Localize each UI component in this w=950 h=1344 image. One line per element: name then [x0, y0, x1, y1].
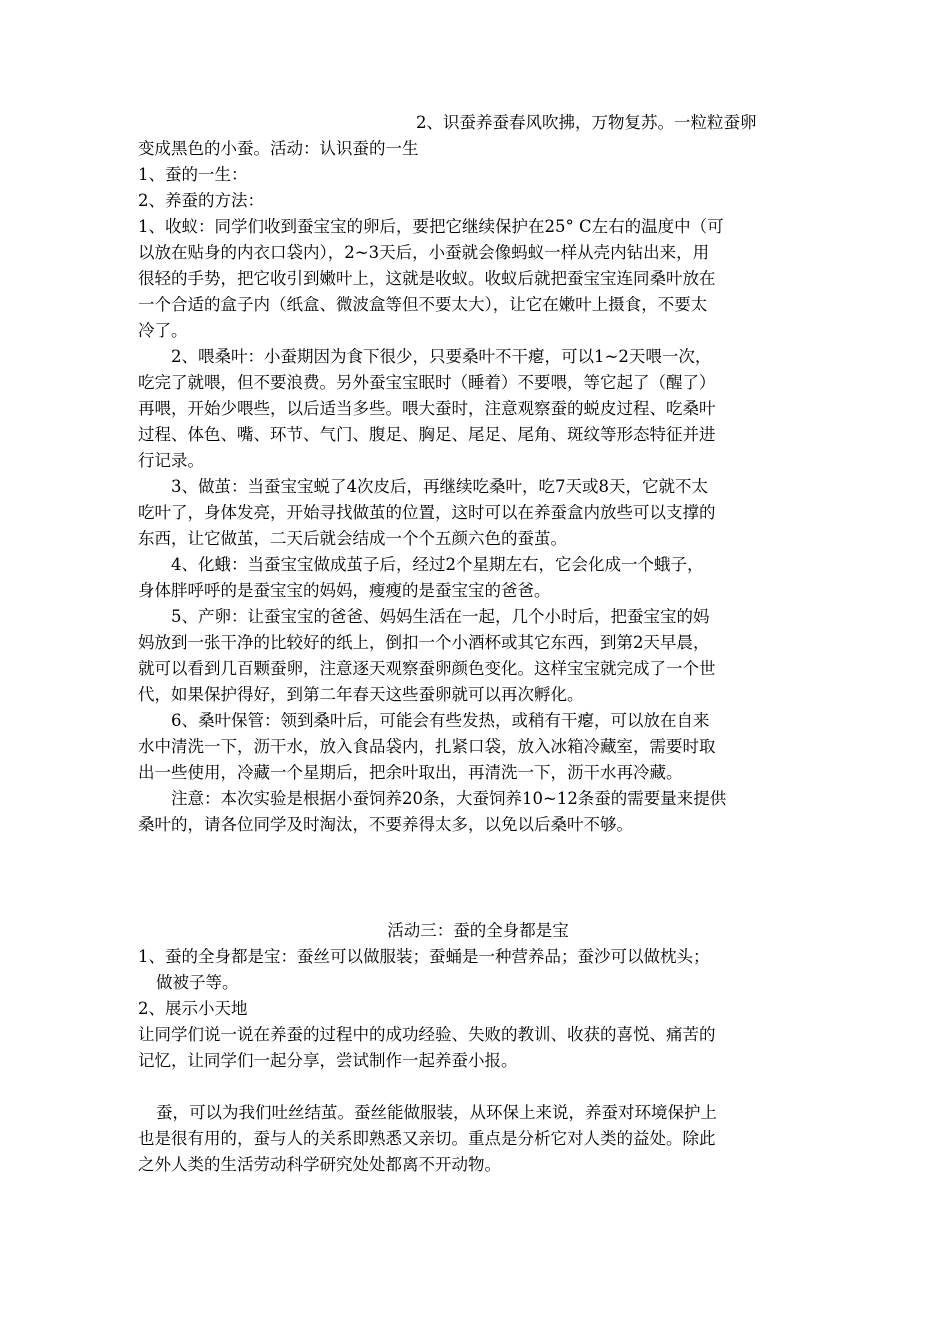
spacer — [138, 838, 818, 918]
paragraph-share-line: 记忆，让同学们一起分享，尝试制作一起养蚕小报。 — [138, 1051, 518, 1070]
paragraph-cocoon-line: 3、做茧：当蚕宝宝蜕了4次皮后，再继续吃桑叶，吃7天或8天，它就不太 — [171, 477, 708, 496]
list-item-life-cycle: 1、蚕的一生： — [138, 165, 248, 184]
paragraph-summary-line: 之外人类的生活劳动科学研究处处都离不开动物。 — [138, 1155, 501, 1174]
paragraph-feeding-line: 行记录。 — [138, 451, 204, 470]
paragraph-eggs-line: 5、产卵：让蚕宝宝的爸爸、妈妈生活在一起，几个小时后，把蚕宝宝的妈 — [171, 607, 710, 626]
paragraph-leaf-storage-line: 6、桑叶保管：领到桑叶后，可能会有些发热，或稍有干瘪，可以放在自来 — [171, 711, 710, 730]
list-item-treasure: 1、蚕的全身都是宝：蚕丝可以做服装；蚕蛹是一种营养品；蚕沙可以做枕头； — [138, 947, 710, 966]
paragraph-leaf-storage-line: 水中清洗一下，沥干水，放入食品袋内，扎紧口袋，放入冰箱冷藏室，需要时取 — [138, 737, 716, 756]
paragraph-shouyi-line: 很轻的手势，把它收引到嫩叶上，这就是收蚁。收蚁后就把蚕宝宝连同桑叶放在 — [138, 269, 716, 288]
list-item-raising-methods: 2、养蚕的方法： — [138, 191, 264, 210]
paragraph-feeding-line: 2、喂桑叶：小蚕期因为食下很少，只要桑叶不干瘪，可以1~2天喂一次， — [171, 347, 712, 366]
paragraph-leaf-storage-line: 出一些使用，冷藏一个星期后，把余叶取出，再清洗一下，沥干水再冷藏。 — [138, 763, 683, 782]
paragraph-eggs-line: 代，如果保护得好，到第二年春天这些蚕卵就可以再次孵化。 — [138, 685, 584, 704]
paragraph-cocoon-line: 东西，让它做茧，二天后就会结成一个个五颜六色的蚕茧。 — [138, 529, 567, 548]
paragraph-feeding-line: 过程、体色、嘴、环节、气门、腹足、胸足、尾足、尾角、斑纹等形态特征并进 — [138, 425, 716, 444]
paragraph-shouyi-line: 以放在贴身的内衣口袋内），2~3天后，小蚕就会像蚂蚁一样从壳内钻出来，用 — [138, 243, 710, 262]
paragraph-feeding-line: 再喂，开始少喂些，以后适当多些。喂大蚕时，注意观察蚕的蜕皮过程、吃桑叶 — [138, 399, 716, 418]
section-heading-activity-three: 活动三：蚕的全身都是宝 — [387, 921, 569, 940]
paragraph-shouyi-line: 一个合适的盒子内（纸盒、微波盒等但不要太大），让它在嫩叶上摄食，不要太 — [138, 295, 708, 314]
paragraph-summary-line: 蚕，可以为我们吐丝结茧。蚕丝能做服装，从环保上来说，养蚕对环境保护上 — [156, 1103, 717, 1122]
paragraph-summary-line: 也是很有用的，蚕与人的关系即熟悉又亲切。重点是分析它对人类的益处。除此 — [138, 1129, 716, 1148]
paragraph-moth-line: 4、化蛾：当蚕宝宝做成茧子后，经过2个星期左右，它会化成一个蛾子， — [171, 555, 704, 574]
document-page — [138, 110, 818, 1178]
paragraph-eggs-line: 就可以看到几百颗蚕卵，注意逐天观察蚕卵颜色变化。这样宝宝就完成了一个世 — [138, 659, 716, 678]
paragraph-feeding-line: 吃完了就喂，但不要浪费。另外蚕宝宝眠时（睡着）不要喂，等它起了（醒了） — [138, 373, 716, 392]
text-line: 变成黑色的小蚕。活动：认识蚕的一生 — [138, 139, 419, 158]
list-item-showcase: 2、展示小天地 — [138, 999, 248, 1018]
paragraph-shouyi-line: 冷了。 — [138, 321, 188, 340]
paragraph-note-line: 注意：本次实验是根据小蚕饲养20条，大蚕饲养10~12条蚕的需要量来提供 — [171, 789, 727, 808]
list-item-treasure-continued: 做被子等。 — [156, 973, 239, 992]
spacer — [138, 1074, 818, 1100]
paragraph-shouyi-line: 1、收蚁：同学们收到蚕宝宝的卵后，要把它继续保护在25° C左右的温度中（可 — [138, 217, 724, 236]
paragraph-eggs-line: 妈放到一张干净的比较好的纸上，倒扣一个小酒杯或其它东西，到第2天早晨， — [138, 633, 710, 652]
paragraph-share-line: 让同学们说一说在养蚕的过程中的成功经验、失败的教训、收获的喜悦、痛苦的 — [138, 1025, 716, 1044]
paragraph-moth-line: 身体胖呼呼的是蚕宝宝的妈妈，瘦瘦的是蚕宝宝的爸爸。 — [138, 581, 551, 600]
paragraph-cocoon-line: 吃叶了，身体发亮，开始寻找做茧的位置，这时可以在养蚕盒内放些可以支撑的 — [138, 503, 716, 522]
section-heading-silkworm: 2、识蚕养蚕春风吹拂，万物复苏。一粒粒蚕卵 — [416, 113, 757, 132]
paragraph-note-line: 桑叶的，请各位同学及时淘汰，不要养得太多，以免以后桑叶不够。 — [138, 815, 633, 834]
